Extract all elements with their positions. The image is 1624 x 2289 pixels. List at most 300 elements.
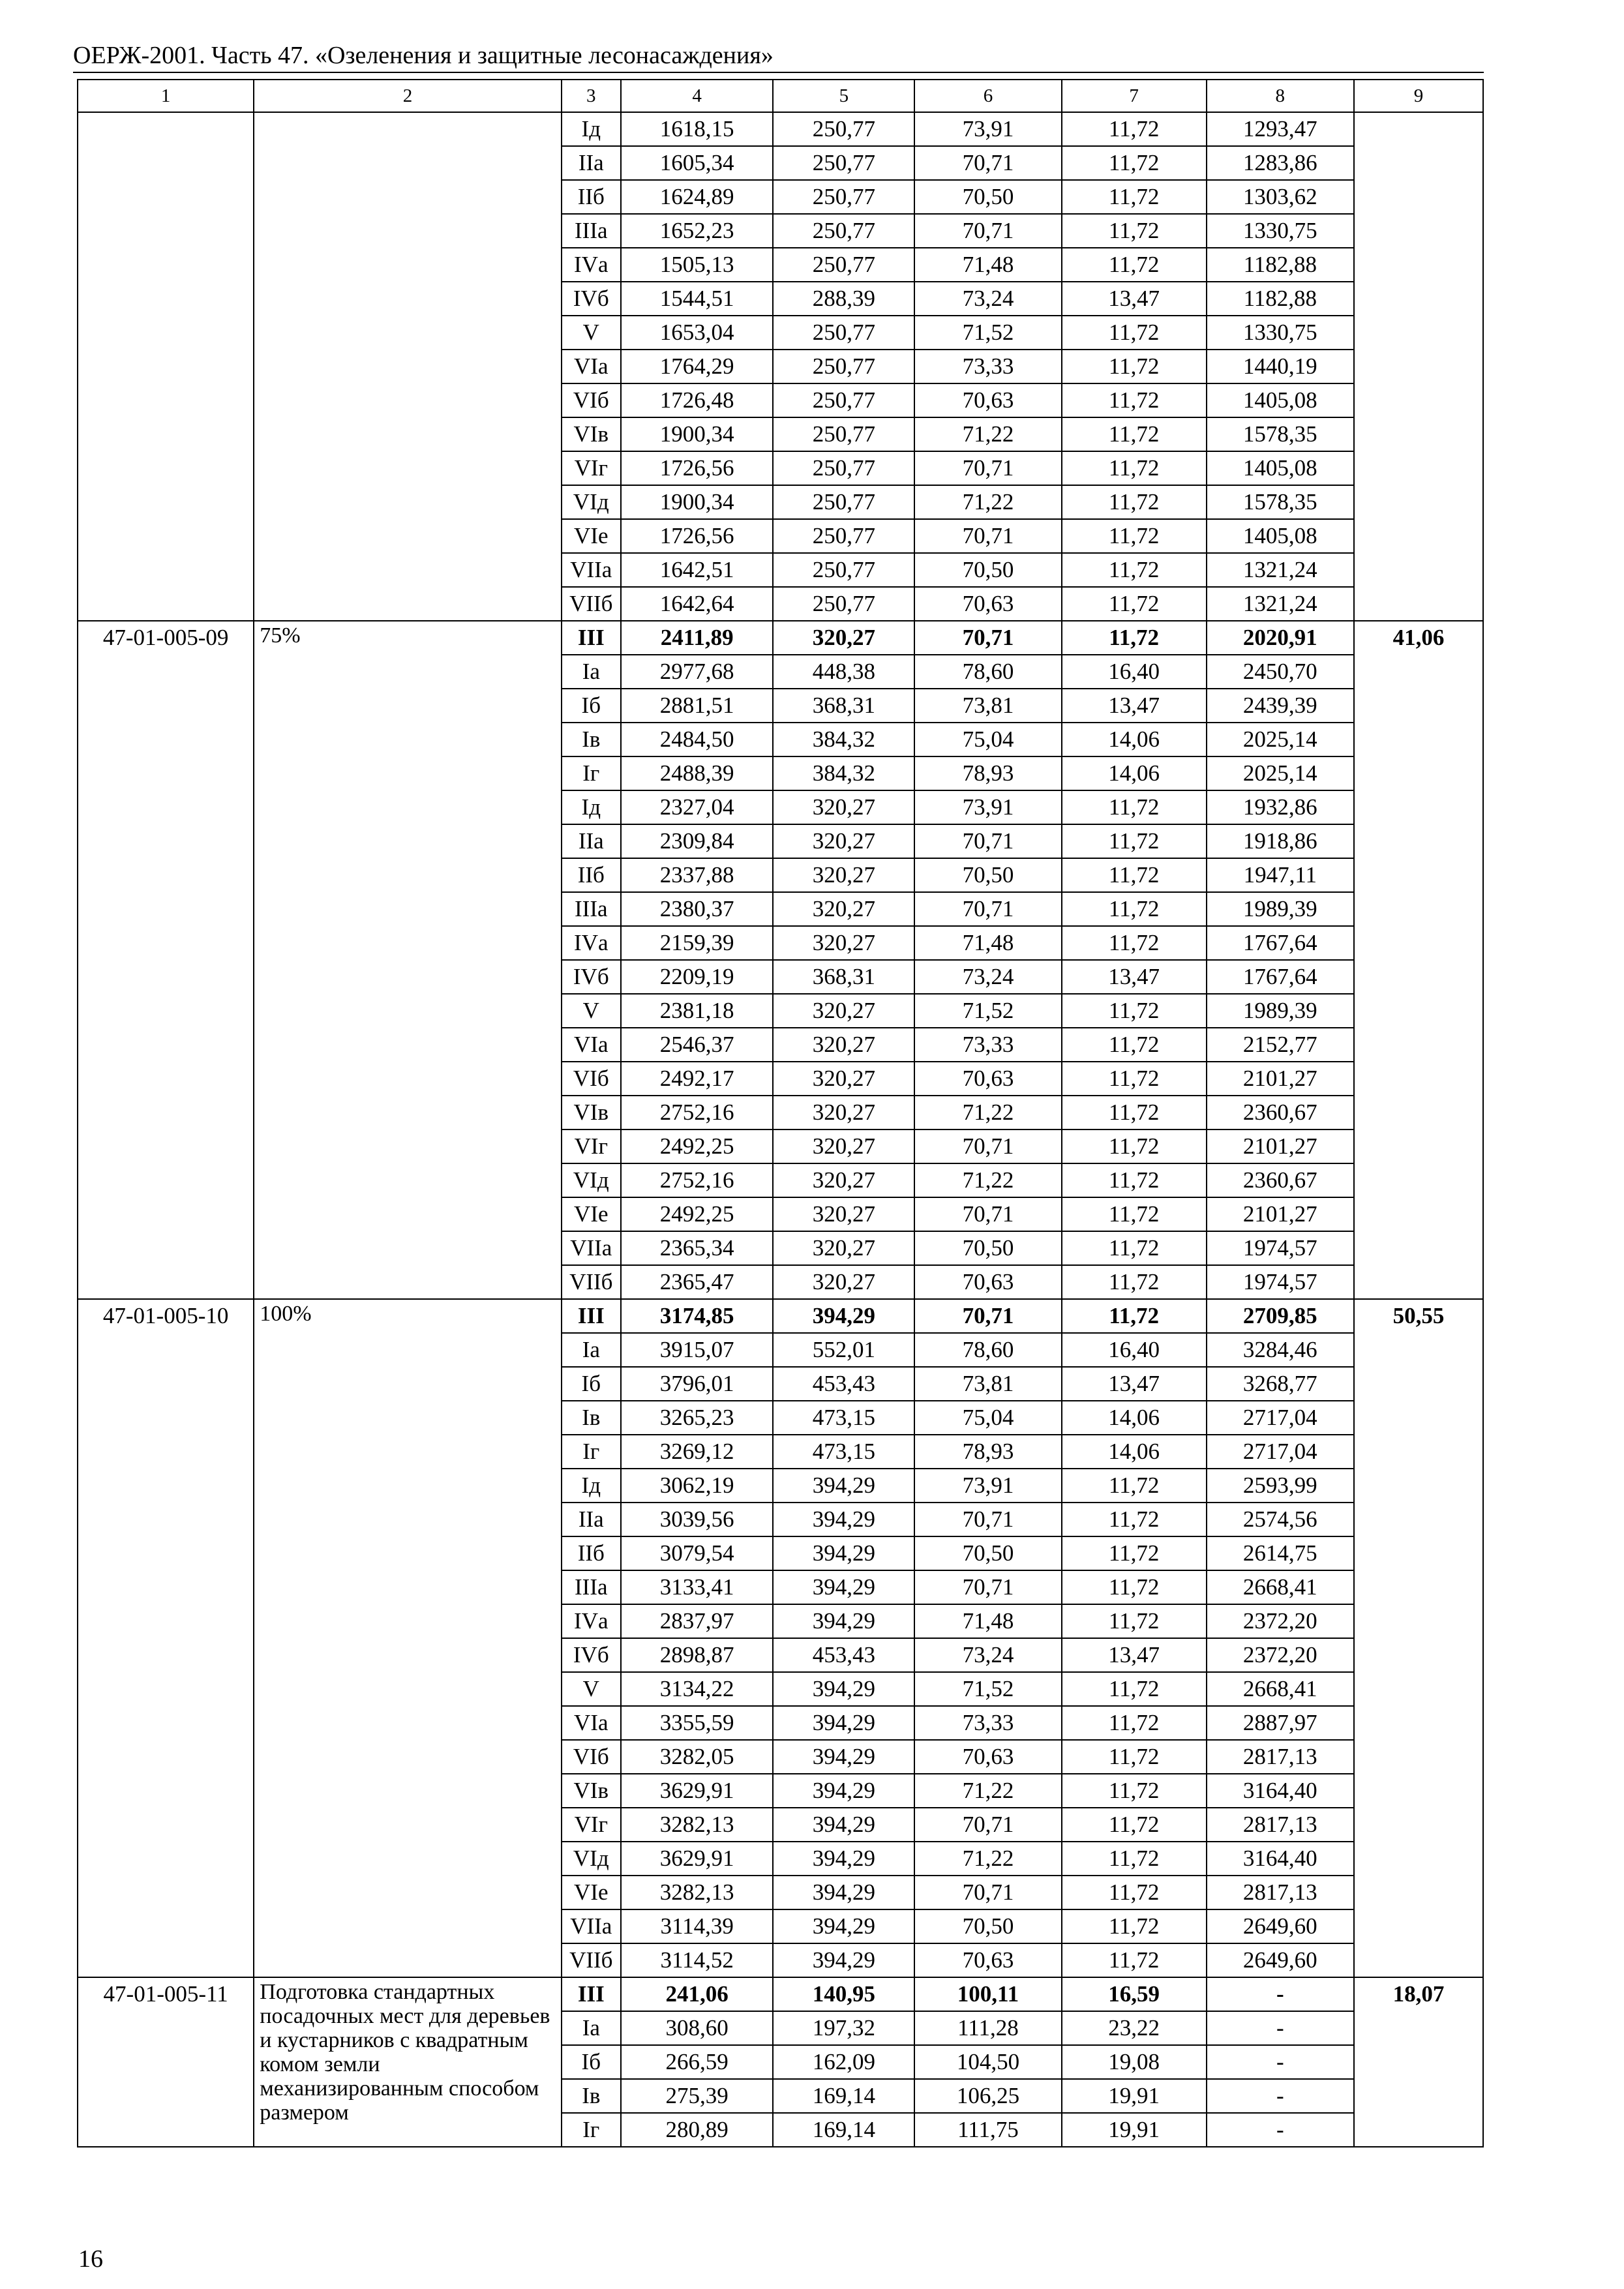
zone-cell: IIб	[562, 1536, 621, 1570]
zone-cell: VIIа	[562, 553, 621, 587]
total-cost-cell: 3114,52	[621, 1943, 774, 1977]
wages-cell: 320,27	[773, 1062, 914, 1096]
zone-cell: Iа	[562, 655, 621, 689]
wages-cell: 394,29	[773, 1740, 914, 1774]
wages-cell: 288,39	[773, 282, 914, 316]
zone-cell: IIIа	[562, 214, 621, 248]
work-description-cell	[254, 1299, 561, 1977]
total-cost-cell: 3133,41	[621, 1570, 774, 1604]
total-cost-cell: 2159,39	[621, 926, 774, 960]
drivers-wages-cell: 11,72	[1062, 417, 1207, 451]
machines-cell: 75,04	[914, 1401, 1061, 1435]
work-description-text	[260, 113, 556, 115]
total-cost-cell: 308,60	[621, 2011, 774, 2045]
materials-cell: 1182,88	[1207, 282, 1354, 316]
zone-cell: Iд	[562, 1469, 621, 1503]
materials-cell: 2450,70	[1207, 655, 1354, 689]
wages-cell: 320,27	[773, 858, 914, 892]
materials-cell: 3268,77	[1207, 1367, 1354, 1401]
drivers-wages-cell: 14,06	[1062, 723, 1207, 756]
drivers-wages-cell: 11,72	[1062, 112, 1207, 146]
machines-cell: 71,22	[914, 417, 1061, 451]
zone-cell: VIIа	[562, 1231, 621, 1265]
total-cost-cell: 3629,91	[621, 1842, 774, 1876]
wages-cell: 197,32	[773, 2011, 914, 2045]
wages-cell: 368,31	[773, 689, 914, 723]
total-cost-cell: 1618,15	[621, 112, 774, 146]
total-cost-cell: 1900,34	[621, 485, 774, 519]
machines-cell: 75,04	[914, 723, 1061, 756]
zone-cell: Iв	[562, 2079, 621, 2113]
wages-cell: 250,77	[773, 587, 914, 621]
wages-cell: 250,77	[773, 485, 914, 519]
total-cost-cell: 3282,13	[621, 1876, 774, 1909]
column-number: 6	[914, 80, 1061, 112]
materials-cell: 2020,91	[1207, 621, 1354, 655]
wages-cell: 140,95	[773, 1977, 914, 2011]
wages-cell: 320,27	[773, 621, 914, 655]
zone-cell: IVб	[562, 1638, 621, 1672]
wages-cell: 394,29	[773, 1774, 914, 1808]
materials-cell: 2817,13	[1207, 1876, 1354, 1909]
materials-cell: 1405,08	[1207, 519, 1354, 553]
total-cost-cell: 1726,56	[621, 451, 774, 485]
total-cost-cell: 3114,39	[621, 1909, 774, 1943]
machines-cell: 70,63	[914, 1943, 1061, 1977]
machines-cell: 71,22	[914, 1842, 1061, 1876]
total-cost-cell: 2881,51	[621, 689, 774, 723]
drivers-wages-cell: 13,47	[1062, 1367, 1207, 1401]
total-cost-cell: 1726,48	[621, 383, 774, 417]
materials-cell: 1989,39	[1207, 994, 1354, 1028]
zone-cell: Iб	[562, 2045, 621, 2079]
machines-cell: 104,50	[914, 2045, 1061, 2079]
machines-cell: 73,33	[914, 350, 1061, 383]
zone-cell: VIе	[562, 519, 621, 553]
zone-cell: VIе	[562, 1197, 621, 1231]
materials-cell: -	[1207, 1977, 1354, 2011]
wages-cell: 394,29	[773, 1469, 914, 1503]
materials-cell: 2709,85	[1207, 1299, 1354, 1333]
total-cost-cell: 241,06	[621, 1977, 774, 2011]
zone-cell: IVб	[562, 960, 621, 994]
zone-cell: VIд	[562, 1163, 621, 1197]
total-cost-cell: 2492,25	[621, 1130, 774, 1163]
total-cost-cell: 1652,23	[621, 214, 774, 248]
drivers-wages-cell: 13,47	[1062, 689, 1207, 723]
wages-cell: 453,43	[773, 1638, 914, 1672]
machines-cell: 73,91	[914, 790, 1061, 824]
materials-cell: 3164,40	[1207, 1774, 1354, 1808]
total-cost-cell: 2309,84	[621, 824, 774, 858]
total-cost-cell: 2492,25	[621, 1197, 774, 1231]
work-description-text: 75%	[260, 623, 301, 648]
header-rule	[73, 72, 1484, 73]
column-number: 7	[1062, 80, 1207, 112]
total-cost-cell: 3134,22	[621, 1672, 774, 1706]
total-cost-cell: 2380,37	[621, 892, 774, 926]
machines-cell: 70,50	[914, 180, 1061, 214]
materials-cell: 3284,46	[1207, 1333, 1354, 1367]
wages-cell: 394,29	[773, 1672, 914, 1706]
drivers-wages-cell: 11,72	[1062, 926, 1207, 960]
drivers-wages-cell: 11,72	[1062, 1130, 1207, 1163]
machines-cell: 70,71	[914, 1299, 1061, 1333]
drivers-wages-cell: 11,72	[1062, 1672, 1207, 1706]
drivers-wages-cell: 14,06	[1062, 756, 1207, 790]
machines-cell: 71,52	[914, 1672, 1061, 1706]
materials-cell: 1321,24	[1207, 553, 1354, 587]
drivers-wages-cell: 11,72	[1062, 1469, 1207, 1503]
drivers-wages-cell: 11,72	[1062, 248, 1207, 282]
wages-cell: 453,43	[773, 1367, 914, 1401]
rates-table	[77, 79, 1484, 2147]
total-cost-cell: 2752,16	[621, 1163, 774, 1197]
machines-cell: 70,63	[914, 1265, 1061, 1299]
machines-cell: 70,50	[914, 1909, 1061, 1943]
drivers-wages-cell: 11,72	[1062, 1163, 1207, 1197]
wages-cell: 394,29	[773, 1876, 914, 1909]
drivers-wages-cell: 11,72	[1062, 451, 1207, 485]
zone-cell: VIа	[562, 350, 621, 383]
wages-cell: 552,01	[773, 1333, 914, 1367]
wages-cell: 250,77	[773, 519, 914, 553]
total-cost-cell: 275,39	[621, 2079, 774, 2113]
machines-cell: 70,50	[914, 858, 1061, 892]
drivers-wages-cell: 11,72	[1062, 553, 1207, 587]
materials-cell: 1578,35	[1207, 417, 1354, 451]
total-cost-cell: 2381,18	[621, 994, 774, 1028]
zone-cell: VIд	[562, 485, 621, 519]
drivers-wages-cell: 11,72	[1062, 1536, 1207, 1570]
column-number: 5	[773, 80, 914, 112]
materials-cell: 1330,75	[1207, 316, 1354, 350]
zone-cell: VIIб	[562, 1943, 621, 1977]
wages-cell: 320,27	[773, 892, 914, 926]
materials-cell: -	[1207, 2113, 1354, 2147]
machines-cell: 106,25	[914, 2079, 1061, 2113]
zone-cell: VIв	[562, 1774, 621, 1808]
materials-cell: 1974,57	[1207, 1231, 1354, 1265]
wages-cell: 162,09	[773, 2045, 914, 2079]
materials-cell: 2025,14	[1207, 756, 1354, 790]
machines-cell: 73,81	[914, 689, 1061, 723]
machines-cell: 71,22	[914, 1774, 1061, 1808]
zone-cell: IIа	[562, 824, 621, 858]
zone-cell: III	[562, 1977, 621, 2011]
drivers-wages-cell: 11,72	[1062, 1604, 1207, 1638]
materials-cell: 2025,14	[1207, 723, 1354, 756]
machines-cell: 71,22	[914, 485, 1061, 519]
zone-cell: Iг	[562, 1435, 621, 1469]
labor-cost-cell: 18,07	[1354, 1977, 1483, 2147]
zone-cell: VIIб	[562, 587, 621, 621]
machines-cell: 70,71	[914, 451, 1061, 485]
column-number-row	[78, 80, 1483, 112]
work-description-text: 100%	[260, 1302, 312, 1326]
zone-cell: VIб	[562, 1740, 621, 1774]
total-cost-cell: 3174,85	[621, 1299, 774, 1333]
wages-cell: 368,31	[773, 960, 914, 994]
drivers-wages-cell: 11,72	[1062, 858, 1207, 892]
materials-cell: 1947,11	[1207, 858, 1354, 892]
total-cost-cell: 1642,64	[621, 587, 774, 621]
zone-cell: VIIб	[562, 1265, 621, 1299]
wages-cell: 320,27	[773, 1096, 914, 1130]
total-cost-cell: 2898,87	[621, 1638, 774, 1672]
labor-cost-cell: 50,55	[1354, 1299, 1483, 1977]
materials-cell: 2887,97	[1207, 1706, 1354, 1740]
materials-cell: 2152,77	[1207, 1028, 1354, 1062]
wages-cell: 250,77	[773, 248, 914, 282]
table-row	[78, 621, 1483, 655]
zone-cell: Iд	[562, 112, 621, 146]
machines-cell: 70,71	[914, 146, 1061, 180]
total-cost-cell: 3062,19	[621, 1469, 774, 1503]
zone-cell: VIб	[562, 383, 621, 417]
machines-cell: 71,48	[914, 248, 1061, 282]
total-cost-cell: 2546,37	[621, 1028, 774, 1062]
zone-cell: Iб	[562, 1367, 621, 1401]
materials-cell: 1330,75	[1207, 214, 1354, 248]
machines-cell: 73,24	[914, 1638, 1061, 1672]
drivers-wages-cell: 13,47	[1062, 960, 1207, 994]
materials-cell: 2593,99	[1207, 1469, 1354, 1503]
materials-cell: 2817,13	[1207, 1808, 1354, 1842]
machines-cell: 70,50	[914, 1536, 1061, 1570]
zone-cell: V	[562, 1672, 621, 1706]
wages-cell: 320,27	[773, 1231, 914, 1265]
machines-cell: 70,71	[914, 519, 1061, 553]
zone-cell: Iб	[562, 689, 621, 723]
materials-cell: 2717,04	[1207, 1435, 1354, 1469]
wages-cell: 320,27	[773, 1130, 914, 1163]
drivers-wages-cell: 11,72	[1062, 1842, 1207, 1876]
wages-cell: 250,77	[773, 112, 914, 146]
materials-cell: 1321,24	[1207, 587, 1354, 621]
work-description-cell	[254, 621, 561, 1299]
table-row	[78, 112, 1483, 146]
machines-cell: 70,71	[914, 214, 1061, 248]
work-description-cell	[254, 112, 561, 621]
wages-cell: 384,32	[773, 756, 914, 790]
drivers-wages-cell: 11,72	[1062, 350, 1207, 383]
wages-cell: 320,27	[773, 790, 914, 824]
wages-cell: 250,77	[773, 451, 914, 485]
machines-cell: 73,91	[914, 112, 1061, 146]
zone-cell: VIв	[562, 417, 621, 451]
total-cost-cell: 3282,05	[621, 1740, 774, 1774]
total-cost-cell: 3796,01	[621, 1367, 774, 1401]
machines-cell: 71,48	[914, 926, 1061, 960]
drivers-wages-cell: 11,72	[1062, 1299, 1207, 1333]
machines-cell: 73,81	[914, 1367, 1061, 1401]
zone-cell: Iд	[562, 790, 621, 824]
drivers-wages-cell: 11,72	[1062, 587, 1207, 621]
machines-cell: 70,71	[914, 1197, 1061, 1231]
machines-cell: 73,33	[914, 1706, 1061, 1740]
wages-cell: 250,77	[773, 383, 914, 417]
machines-cell: 71,22	[914, 1096, 1061, 1130]
total-cost-cell: 2484,50	[621, 723, 774, 756]
materials-cell: 1283,86	[1207, 146, 1354, 180]
column-number: 8	[1207, 80, 1354, 112]
drivers-wages-cell: 16,40	[1062, 655, 1207, 689]
wages-cell: 473,15	[773, 1401, 914, 1435]
wages-cell: 394,29	[773, 1909, 914, 1943]
total-cost-cell: 1624,89	[621, 180, 774, 214]
materials-cell: 1974,57	[1207, 1265, 1354, 1299]
work-description-text: Подготовка стандартных посадочных мест для деревьев и кустарников с квадратным комом земли механизированным способом размером	[260, 1980, 550, 2125]
machines-cell: 70,71	[914, 1130, 1061, 1163]
wages-cell: 169,14	[773, 2079, 914, 2113]
zone-cell: IVа	[562, 248, 621, 282]
machines-cell: 70,50	[914, 553, 1061, 587]
drivers-wages-cell: 19,08	[1062, 2045, 1207, 2079]
machines-cell: 71,22	[914, 1163, 1061, 1197]
materials-cell: 2360,67	[1207, 1096, 1354, 1130]
materials-cell: -	[1207, 2011, 1354, 2045]
machines-cell: 73,91	[914, 1469, 1061, 1503]
drivers-wages-cell: 16,40	[1062, 1333, 1207, 1367]
drivers-wages-cell: 11,72	[1062, 1808, 1207, 1842]
drivers-wages-cell: 11,72	[1062, 892, 1207, 926]
rate-code-cell	[78, 112, 254, 621]
total-cost-cell: 3269,12	[621, 1435, 774, 1469]
wages-cell: 320,27	[773, 1028, 914, 1062]
total-cost-cell: 1900,34	[621, 417, 774, 451]
materials-cell: 2649,60	[1207, 1909, 1354, 1943]
wages-cell: 250,77	[773, 316, 914, 350]
drivers-wages-cell: 11,72	[1062, 621, 1207, 655]
zone-cell: IIб	[562, 180, 621, 214]
drivers-wages-cell: 11,72	[1062, 1062, 1207, 1096]
drivers-wages-cell: 11,72	[1062, 180, 1207, 214]
drivers-wages-cell: 11,72	[1062, 1909, 1207, 1943]
total-cost-cell: 2365,34	[621, 1231, 774, 1265]
zone-cell: Iв	[562, 1401, 621, 1435]
materials-cell: 3164,40	[1207, 1842, 1354, 1876]
wages-cell: 394,29	[773, 1570, 914, 1604]
wages-cell: 320,27	[773, 1197, 914, 1231]
wages-cell: 473,15	[773, 1435, 914, 1469]
materials-cell: 2101,27	[1207, 1197, 1354, 1231]
wages-cell: 394,29	[773, 1299, 914, 1333]
machines-cell: 70,71	[914, 892, 1061, 926]
materials-cell: 2668,41	[1207, 1570, 1354, 1604]
total-cost-cell: 1642,51	[621, 553, 774, 587]
wages-cell: 320,27	[773, 1163, 914, 1197]
total-cost-cell: 2488,39	[621, 756, 774, 790]
machines-cell: 71,48	[914, 1604, 1061, 1638]
wages-cell: 250,77	[773, 180, 914, 214]
materials-cell: 1578,35	[1207, 485, 1354, 519]
drivers-wages-cell: 11,72	[1062, 1876, 1207, 1909]
zone-cell: Iв	[562, 723, 621, 756]
wages-cell: 448,38	[773, 655, 914, 689]
wages-cell: 394,29	[773, 1943, 914, 1977]
work-description-cell	[254, 1977, 561, 2147]
wages-cell: 320,27	[773, 926, 914, 960]
total-cost-cell: 3079,54	[621, 1536, 774, 1570]
machines-cell: 71,52	[914, 316, 1061, 350]
materials-cell: 2101,27	[1207, 1062, 1354, 1096]
machines-cell: 70,63	[914, 1062, 1061, 1096]
wages-cell: 320,27	[773, 994, 914, 1028]
machines-cell: 70,71	[914, 1503, 1061, 1536]
total-cost-cell: 1544,51	[621, 282, 774, 316]
total-cost-cell: 1726,56	[621, 519, 774, 553]
drivers-wages-cell: 11,72	[1062, 383, 1207, 417]
total-cost-cell: 280,89	[621, 2113, 774, 2147]
zone-cell: VIг	[562, 1130, 621, 1163]
drivers-wages-cell: 13,47	[1062, 282, 1207, 316]
zone-cell: III	[562, 621, 621, 655]
drivers-wages-cell: 16,59	[1062, 1977, 1207, 2011]
zone-cell: VIг	[562, 451, 621, 485]
wages-cell: 169,14	[773, 2113, 914, 2147]
materials-cell: 2614,75	[1207, 1536, 1354, 1570]
drivers-wages-cell: 23,22	[1062, 2011, 1207, 2045]
drivers-wages-cell: 11,72	[1062, 1570, 1207, 1604]
machines-cell: 70,50	[914, 1231, 1061, 1265]
materials-cell: 1182,88	[1207, 248, 1354, 282]
total-cost-cell: 3039,56	[621, 1503, 774, 1536]
total-cost-cell: 2365,47	[621, 1265, 774, 1299]
total-cost-cell: 1653,04	[621, 316, 774, 350]
total-cost-cell: 266,59	[621, 2045, 774, 2079]
zone-cell: VIд	[562, 1842, 621, 1876]
machines-cell: 73,24	[914, 282, 1061, 316]
materials-cell: 2668,41	[1207, 1672, 1354, 1706]
wages-cell: 250,77	[773, 350, 914, 383]
wages-cell: 394,29	[773, 1808, 914, 1842]
total-cost-cell: 3915,07	[621, 1333, 774, 1367]
machines-cell: 70,71	[914, 1876, 1061, 1909]
wages-cell: 320,27	[773, 824, 914, 858]
drivers-wages-cell: 13,47	[1062, 1638, 1207, 1672]
total-cost-cell: 2492,17	[621, 1062, 774, 1096]
page-number: 16	[78, 2245, 103, 2273]
machines-cell: 78,60	[914, 655, 1061, 689]
materials-cell: 1918,86	[1207, 824, 1354, 858]
drivers-wages-cell: 11,72	[1062, 994, 1207, 1028]
drivers-wages-cell: 11,72	[1062, 214, 1207, 248]
machines-cell: 78,93	[914, 1435, 1061, 1469]
total-cost-cell: 2977,68	[621, 655, 774, 689]
zone-cell: IVа	[562, 926, 621, 960]
total-cost-cell: 3282,13	[621, 1808, 774, 1842]
total-cost-cell: 1505,13	[621, 248, 774, 282]
drivers-wages-cell: 11,72	[1062, 146, 1207, 180]
column-number: 3	[562, 80, 621, 112]
materials-cell: 1405,08	[1207, 383, 1354, 417]
wages-cell: 394,29	[773, 1503, 914, 1536]
materials-cell: 1293,47	[1207, 112, 1354, 146]
materials-cell: 1405,08	[1207, 451, 1354, 485]
rate-code-cell: 47-01-005-10	[78, 1299, 254, 1977]
materials-cell: 1932,86	[1207, 790, 1354, 824]
total-cost-cell: 1764,29	[621, 350, 774, 383]
rate-code-cell: 47-01-005-09	[78, 621, 254, 1299]
materials-cell: 2360,67	[1207, 1163, 1354, 1197]
drivers-wages-cell: 11,72	[1062, 1774, 1207, 1808]
total-cost-cell: 3265,23	[621, 1401, 774, 1435]
zone-cell: IIа	[562, 146, 621, 180]
wages-cell: 250,77	[773, 553, 914, 587]
machines-cell: 73,33	[914, 1028, 1061, 1062]
labor-cost-cell	[1354, 112, 1483, 621]
